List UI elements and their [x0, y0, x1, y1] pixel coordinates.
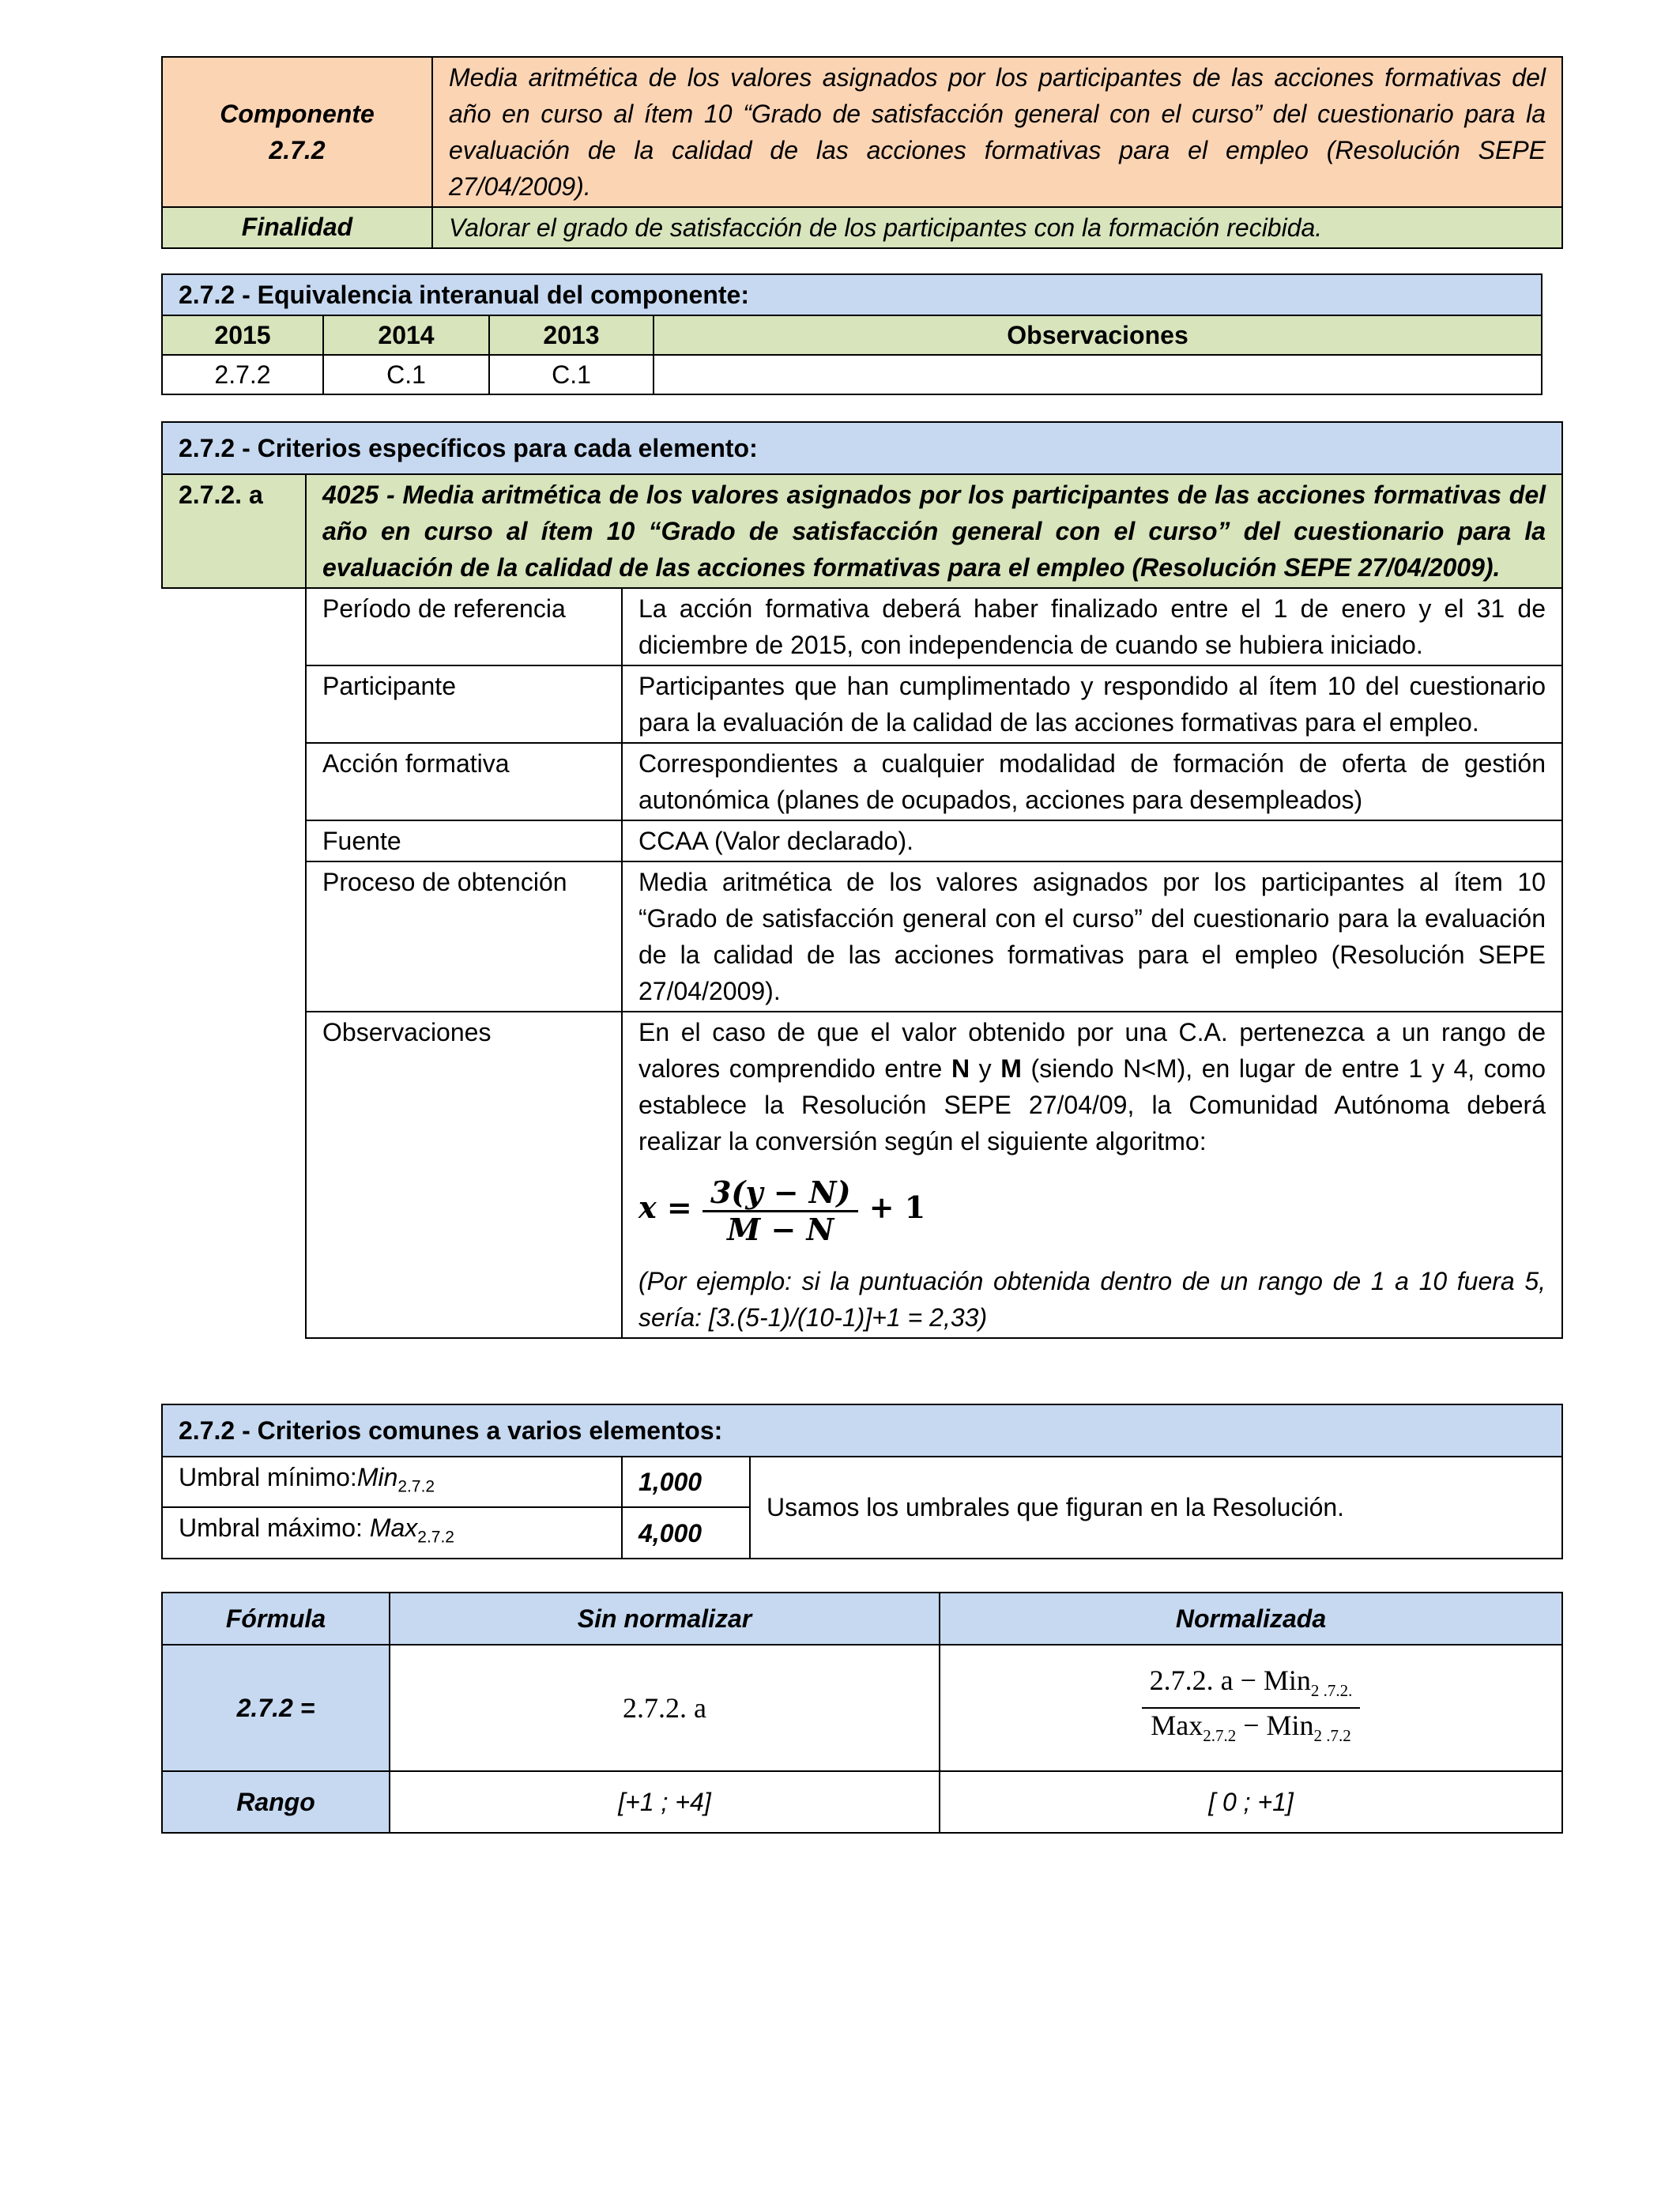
umbral-maximo-value: 4,000	[622, 1507, 750, 1558]
criterio-value: La acción formativa deberá haber finalizado entre el 1 de enero y el 31 de diciembre de 2015, con independencia de cuando se hubiera iniciado.	[622, 588, 1562, 665]
formula-denominator: M − N	[727, 1212, 834, 1247]
rango-normalizada: [ 0 ; +1]	[940, 1771, 1562, 1833]
umbral-maximo-text: Umbral máximo:	[179, 1514, 370, 1543]
formula-table	[161, 1592, 1563, 1834]
observaciones-n: N	[951, 1054, 970, 1083]
rango-sin-normalizar: [+1 ; +4]	[390, 1771, 940, 1833]
rango-label: Rango	[162, 1771, 390, 1833]
criterio-value: Correspondientes a cualquier modalidad de formación de oferta de gestión autonómica (planes de ocupados, acciones para desempleados)	[622, 743, 1562, 820]
criterio-value: Participantes que han cumplimentado y respondido al ítem 10 del cuestionario para la evaluación de la calidad de las acciones formativas para el empleo.	[622, 665, 1562, 743]
observaciones-text	[638, 1014, 1546, 1159]
normalizada-numerator-text: 2.7.2. a − Min	[1149, 1664, 1311, 1696]
finalidad-text: Valorar el grado de satisfacción de los participantes con la formación recibida.	[432, 207, 1562, 248]
umbral-minimo-sub: 2.7.2	[397, 1477, 435, 1496]
normalizada-denominator-text: − Min	[1236, 1710, 1314, 1741]
umbrales-note: Usamos los umbrales que figuran en la Resolución.	[750, 1457, 1562, 1559]
equivalencia-table	[161, 273, 1543, 395]
equivalencia-header: Observaciones	[654, 315, 1542, 355]
equivalencia-cell: C.1	[489, 355, 654, 394]
componente-label	[162, 57, 432, 207]
normalizada-denominator	[1142, 1709, 1361, 1752]
criterio-value: CCAA (Valor declarado).	[622, 820, 1562, 861]
componente-label-2: 2.7.2	[269, 136, 326, 164]
umbral-minimo-var: Min	[356, 1463, 398, 1491]
criterio-label: Proceso de obtención	[306, 861, 622, 1012]
umbral-minimo-label	[162, 1457, 622, 1507]
formula-sin-normalizar: 2.7.2. a	[623, 1691, 706, 1724]
formula-sin-normalizar-cell	[390, 1645, 940, 1771]
normalizada-denominator-text: Max	[1151, 1710, 1203, 1741]
normalizada-denominator-sub: 2.7.2	[1203, 1726, 1237, 1746]
observaciones-text-part: (siendo N<M), en lugar de entre 1 y 4, como establece la Resolución SEPE 27/04/09, la Comunidad Autónoma deberá realizar la conversión según el siguiente algoritmo:	[638, 1054, 1546, 1155]
formula-lhs: x =	[638, 1189, 703, 1225]
criterio-label: Período de referencia	[306, 588, 622, 665]
formula-header: Fórmula	[162, 1593, 390, 1645]
comunes-table	[161, 1404, 1563, 1559]
finalidad-label: Finalidad	[162, 207, 432, 248]
equivalencia-header: 2013	[489, 315, 654, 355]
umbral-maximo-label	[162, 1507, 622, 1558]
equivalencia-header: 2015	[162, 315, 323, 355]
observaciones-m: M	[1000, 1054, 1022, 1083]
observaciones-label: Observaciones	[306, 1012, 622, 1338]
formula-rhs: + 1	[858, 1189, 926, 1225]
criterios-title: 2.7.2 - Criterios específicos para cada elemento:	[162, 422, 1562, 474]
equivalencia-title: 2.7.2 - Equivalencia interanual del componente:	[162, 274, 1542, 315]
equivalencia-cell: C.1	[323, 355, 489, 394]
element-id: 2.7.2. a	[162, 474, 306, 588]
formula-normalizada	[1142, 1664, 1361, 1752]
umbral-minimo-text: Umbral mínimo:	[179, 1463, 357, 1491]
componente-label-1: Componente	[220, 100, 375, 128]
criterio-value: Media aritmética de los valores asignados por los participantes al ítem 10 “Grado de satisfacción general con el curso” del cuestionario para la evaluación de la calidad de las acciones formativas para el empleo (Resolución SEPE 27/04/2009).	[622, 861, 1562, 1012]
formula-header: Sin normalizar	[390, 1593, 940, 1645]
formula-row-label: 2.7.2 =	[162, 1645, 390, 1771]
observaciones-text-part: y	[970, 1054, 1001, 1083]
criterio-label: Fuente	[306, 820, 622, 861]
observaciones-text-part: En el caso de que el valor obtenido por una C.A. pertenezca a un rango de valores comprendido entre	[638, 1018, 1546, 1083]
formula-normalizada-cell	[940, 1645, 1562, 1771]
equivalencia-header: 2014	[323, 315, 489, 355]
formula-fraction	[703, 1175, 859, 1247]
observaciones-cell	[622, 1012, 1562, 1338]
umbral-maximo-sub: 2.7.2	[417, 1528, 454, 1547]
normalizada-numerator-sub: 2 .7.2.	[1310, 1681, 1353, 1700]
comunes-title: 2.7.2 - Criterios comunes a varios elementos:	[162, 1404, 1562, 1457]
element-description: 4025 - Media aritmética de los valores asignados por los participantes de las acciones formativas del año en curso al ítem 10 “Grado de satisfacción general con el curso” del cuestionario para la evaluación de la calidad de las acciones formativas para el empleo (Resolución SEPE 27/04/2009).	[306, 474, 1562, 588]
criterios-table	[161, 421, 1563, 1339]
formula-header: Normalizada	[940, 1593, 1562, 1645]
normalizada-denominator-sub: 2 .7.2	[1313, 1726, 1351, 1746]
criterio-label: Participante	[306, 665, 622, 743]
equivalencia-cell: 2.7.2	[162, 355, 323, 394]
conversion-formula	[638, 1175, 1546, 1247]
formula-numerator: 3(y − N)	[703, 1175, 859, 1212]
observaciones-example: (Por ejemplo: si la puntuación obtenida dentro de un rango de 1 a 10 fuera 5, sería: [3.(5-1)/(10-1)]+1 = 2,33)	[638, 1267, 1546, 1332]
criterio-label: Acción formativa	[306, 743, 622, 820]
umbral-minimo-value: 1,000	[622, 1457, 750, 1507]
componente-description: Media aritmética de los valores asignados por los participantes de las acciones formativas del año en curso al ítem 10 “Grado de satisfacción general con el curso” del cuestionario para la evaluación de la calidad de las acciones formativas para el empleo (Resolución SEPE 27/04/2009).	[432, 57, 1562, 207]
componente-table	[161, 56, 1563, 249]
normalizada-numerator	[1142, 1664, 1361, 1709]
umbral-maximo-var: Max	[369, 1514, 418, 1543]
equivalencia-cell	[654, 355, 1542, 394]
